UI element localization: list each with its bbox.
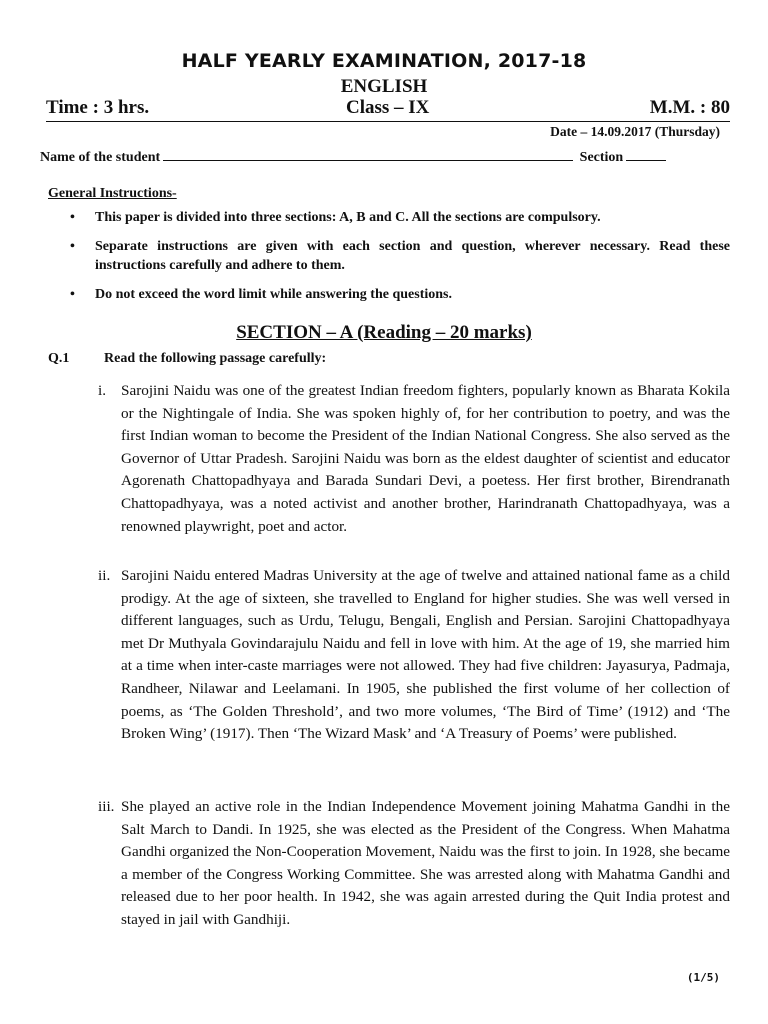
exam-title: HALF YEARLY EXAMINATION, 2017-18 (181, 50, 587, 72)
section-blank[interactable] (626, 146, 666, 161)
instruction-item (70, 208, 730, 227)
paragraph-text: Sarojini Naidu was one of the greatest Indian freedom fighters, popularly known as Bharata Kokila or the Nightingale of India. She was spoken highly of, for her contribution to poetry, and was the first Indian woman to become the President of the Indian National Congress. She also served as the Governor of Uttar Pradesh. Sarojini Naidu was born as the eldest daughter of scientist and educator Agorenath Chattopadhyaya and Barada Sundari Devi, a poetess. Her first brother, Birendranath Chattopadhyaya, was a noted activist and another brother, Harindranath Chattopadhyaya, was a renowned playwright, poet and actor. (121, 382, 730, 535)
passage-paragraph (98, 380, 730, 538)
student-info-row (40, 146, 666, 166)
paragraph-text: She played an active role in the Indian Independence Movement joining Mahatma Gandhi in the Salt March to Dandi. In 1925, she was elected as the President of the Congress. When Mahatma Gandhi organized the Non-Cooperation Movement, Naidu was the first to join. In 1928, she became a member of the Congress Working Committee. She was arrested along with Mahatma Gandhi and released due to her poor health. In 1942, she was again arrested during the Quit India protest and stayed in jail with Gandhiji. (121, 798, 730, 928)
paragraph-number: iii. (98, 798, 115, 815)
paragraph-number: i. (98, 382, 107, 399)
instruction-item (70, 237, 730, 275)
class-label: Class – IX (346, 97, 430, 118)
instructions-heading: General Instructions- (48, 186, 177, 201)
time-label: Time : 3 hrs. (46, 97, 150, 118)
instruction-text: Separate instructions are given with each section and question, wherever necessary. Read these instructions carefully and adhere to them. (95, 239, 730, 273)
question-number: Q.1 (48, 351, 70, 366)
passage-paragraph (98, 565, 730, 746)
instructions-list (70, 208, 730, 304)
exam-meta-row (46, 97, 730, 122)
bullet-icon: • (70, 287, 75, 302)
section-label: Section (579, 150, 624, 165)
instruction-item (70, 285, 730, 304)
question-row (48, 351, 326, 367)
subject-title: ENGLISH (340, 76, 428, 97)
bullet-icon: • (70, 210, 75, 225)
instruction-text: This paper is divided into three sections: A, B and C. All the sections are compulsory. (95, 210, 601, 225)
student-name-blank[interactable] (163, 146, 573, 161)
paragraph-number: ii. (98, 567, 111, 584)
max-marks-label: M.M. : 80 (649, 97, 730, 118)
instruction-text: Do not exceed the word limit while answering the questions. (95, 287, 452, 302)
exam-date: Date – 14.09.2017 (Thursday) (550, 124, 720, 139)
student-name-label: Name of the student (40, 150, 161, 165)
section-heading: SECTION – A (Reading – 20 marks) (236, 322, 532, 343)
passage-paragraph (98, 796, 730, 932)
paragraph-text: Sarojini Naidu entered Madras University at the age of twelve and attained national fame as a child prodigy. At the age of sixteen, she travelled to England for higher studies. She was well versed in different languages, such as Urdu, Telugu, Bengali, English and Persian. Sarojini Chattopadhyaya met Dr Muthyala Govindarajulu Naidu and fell in love with him. At the age of 19, she married him at a time when inter-caste marriages were not allowed. They had five children: Jayasurya, Padmaja, Randheer, Nilawar and Leelamani. In 1905, she published the first volume of her collection of poems, as ‘The Golden Threshold’, and two more volumes, ‘The Bird of Time’ (1912) and ‘The Broken Wing’ (1917). Then ‘The Wizard Mask’ and ‘A Treasury of Poems’ were published. (121, 567, 730, 743)
page-number: (1/5) (686, 971, 720, 984)
question-text: Read the following passage carefully: (104, 351, 327, 366)
bullet-icon: • (70, 239, 75, 254)
